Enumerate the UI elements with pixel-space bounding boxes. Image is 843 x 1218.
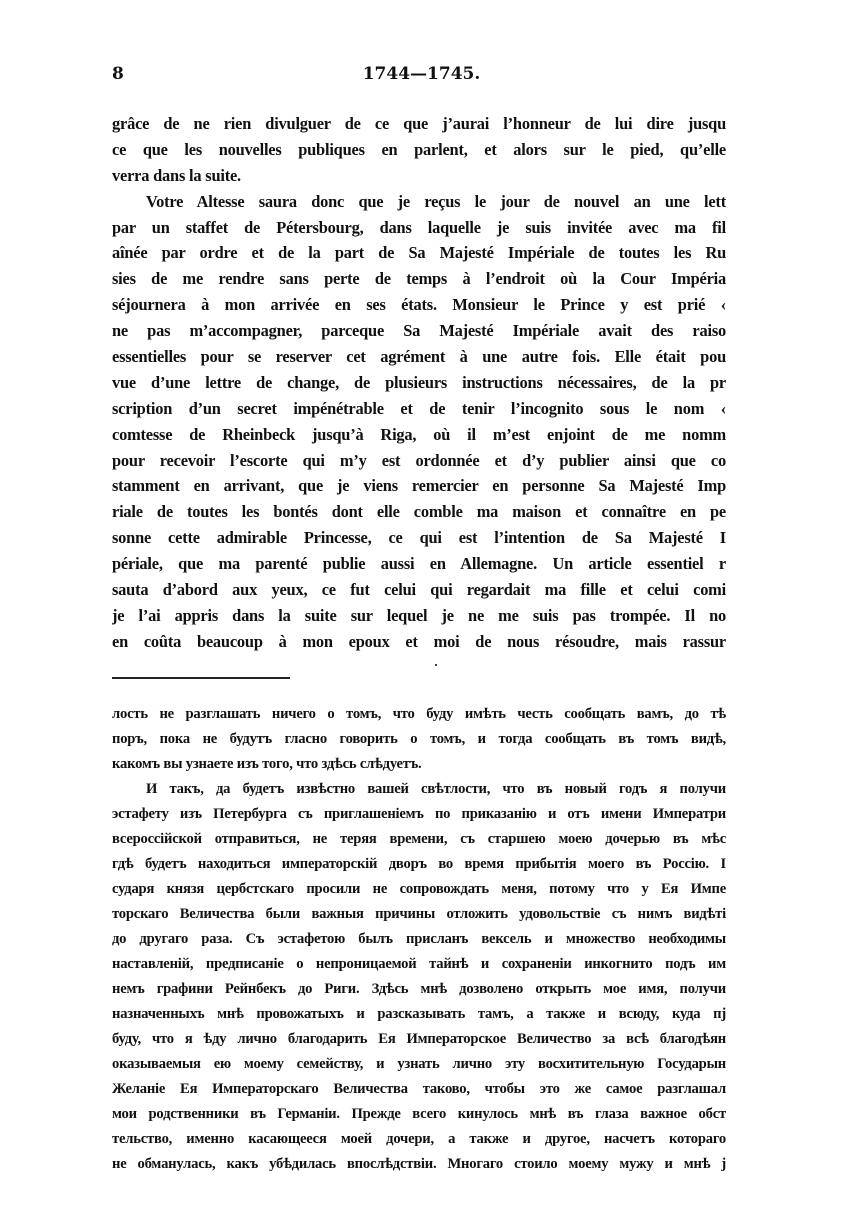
text-line: stamment en arrivant, que je viens remercier en personne Sa Majesté Imp [112,476,726,496]
text-line: scription d’un secret impénétrable et de tenir l’incognito sous le nom ‹ [112,398,726,418]
text-line: sauta d’abord aux yeux, ce fut celui qui regardait ma fille et celui comi [112,580,726,600]
text-line: торскаго Величества были важныя причины отложить удовольствіе съ нимъ видѣті [112,906,726,922]
footnote-separator-rule [112,677,290,679]
text-line: essentielles pour se reserver cet agrément à une autre fois. Elle était pou [112,347,726,367]
text-line: verra dans la suite. [112,165,241,185]
text-line: гдѣ будетъ находиться императорскій дворъ во время прибытія моего въ Россію. I [112,856,726,872]
text-line: vue d’une lettre de change, de plusieurs instructions nécessaires, de la pr [112,372,726,392]
text-line: pour recevoir l’escorte qui m’y est ordonnée et d’y publier ainsi que co [112,450,726,470]
text-line: немъ графини Рейнбекъ до Риги. Здѣсь мнѣ дозволено открыть мое имя, получи [112,981,726,997]
text-line: ce que les nouvelles publiques en parlent, et alors sur le pied, qu’elle [112,139,726,159]
text-line: назначенныхъ мнѣ провожатыхъ и разсказывать тамъ, а также и всюду, куда пј [112,1006,726,1022]
text-line: Votre Altesse saura donc que je reçus le jour de nouvel an une lett [146,191,726,211]
russian-translation-text [112,702,726,1177]
text-line: par un staffet de Pétersbourg, dans laquelle je suis invitée avec ma fil [112,217,726,237]
text-line: séjournera à mon arrivée en ses états. Monsieur le Prince y est prié ‹ [112,295,726,315]
text-line: riale de toutes les bontés dont elle comble ma maison et connaître en pe [112,502,726,522]
running-header-title: 1744—1745. [362,64,481,84]
text-line: Желаніе Ея Императорскаго Величества таково, чтобы это же самое разглашал [112,1081,726,1097]
text-line: je l’ai appris dans la suite sur lequel je ne me suis pas trompée. Il no [112,605,726,625]
text-line: ne pas m’accompagner, parceque Sa Majesté Impériale avait des raiso [112,321,726,341]
text-line: en coûta beaucoup à mon epoux et moi de nous résoudre, mais rassur [112,631,726,651]
text-line: comtesse de Rheinbeck jusqu’à Riga, où il m’est enjoint de me nomm [112,424,726,444]
text-line: наставленій, предписаніе о непроницаемой тайнѣ и сохраненіи инкогнито подъ им [112,956,726,972]
text-line: лость не разглашать ничего о томъ, что буду имѣть честь сообщать вамъ, до тѣ [112,706,726,722]
text-line: эстафету изъ Петербурга съ приглашеніемъ по приказанію и отъ имени Императри [112,806,726,822]
speck [435,664,437,666]
text-line: всероссійской отправиться, не теряя времени, съ старшею моею дочерью въ мѣс [112,831,726,847]
text-line: сударя князя цербстскаго просили не сопровождать меня, потому что у Ея Импе [112,881,726,897]
text-line: поръ, пока не будутъ гласно говорить о томъ, и тогда сообщать въ томъ видѣ, [112,731,726,747]
text-line: мои родственники въ Германіи. Прежде всего кинулось мнѣ въ глаза важное обст [112,1106,726,1122]
french-body-text [112,111,726,655]
text-line: périale, que ma parenté publie aussi en Allemagne. Un article essentiel r [112,554,726,574]
text-line: не обманулась, какъ убѣдилась впослѣдствіи. Многаго стоило моему мужу и мнѣ ј [112,1156,726,1172]
text-line: aînée par ordre et de la part de Sa Majesté Impériale de toutes les Ru [112,243,726,263]
text-line: какомъ вы узнаете изъ того, что здѣсь слѣдуетъ. [112,756,422,772]
text-line: sonne cette admirable Princesse, ce qui est l’intention de Sa Majesté I [112,528,726,548]
text-line: тельство, именно касающееся моей дочери, а также и другое, насчетъ котораго [112,1131,726,1147]
text-line: sies de me rendre sans perte de temps à l’endroit où la Cour Impéria [112,269,726,289]
text-line: grâce de ne rien divulguer de ce que j’aurai l’honneur de lui dire jusqu [112,114,726,133]
page-number: 8 [112,64,124,84]
text-line: И такъ, да будетъ извѣстно вашей свѣтлости, что въ новый годъ я получи [146,781,726,797]
text-line: до другаго раза. Съ эстафетою былъ присланъ вексель и множество необходимы [112,931,726,947]
text-line: оказываемыя ею моему семейству, и узнать лично эту восхитительную Государын [112,1056,726,1072]
text-line: буду, что я ѣду лично благодарить Ея Императорское Величество за всѣ благодѣян [112,1031,726,1047]
